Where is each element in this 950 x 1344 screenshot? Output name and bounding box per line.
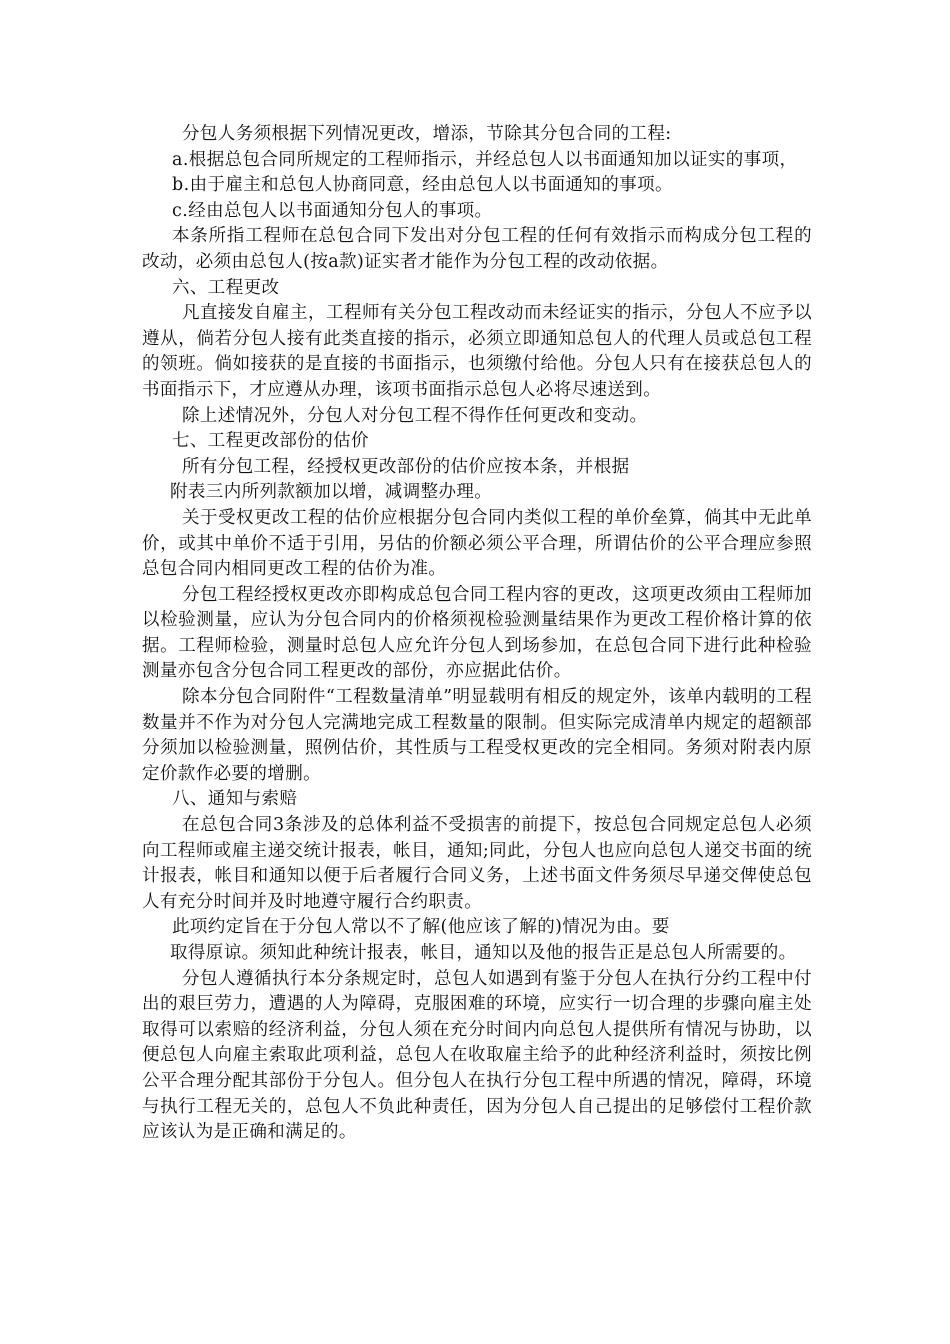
paragraph-item-a: a.根据总包合同所规定的工程师指示，并经总包人以书面通知加以证实的事项， [172,149,798,170]
paragraph-quantity-list: 除本分包合同附件“工程数量清单”明显载明有相反的规定外，该单内载明的工程数量并不作为对分包人完满地完成工程数量的限制。但实际完成清单内规定的超额部分须加以检验测量，照例估价，其性质与工程受权更改的完全相同。务须对附表内原定价款作必要的增删。 [142,687,812,784]
paragraph-valuation-basis: 所有分包工程，经授权更改部份的估价应按本条，并根据 [182,456,630,477]
paragraph-notices: 在总包合同3条涉及的总体利益不受损害的前提下，按总包合同规定总包人必须向工程师或雇主递交统计报表，帐目，通知;同此，分包人也应向总包人递交书面的统计报表，帐目和通知以便于后者履行合同义务，上述书面文件务须尽早递交俾使总包人有充分时间并及时地遵守履行合约职责。 [142,815,812,912]
paragraph-measurement: 分包工程经授权更改亦即构成总包合同工程内容的更改，这项更改须由工程师加以检验测量，应认为分包合同内的价格须视检验测量结果作为更改工程价格计算的依据。工程师检验，测量时总包人应允许分包人到场参加，在总包合同下进行此种检验测量亦包含分包合同工程更改的部份，亦应据此估价。 [142,584,812,682]
paragraph-claims: 分包人遵循执行本分条规定时，总包人如遇到有鉴于分包人在执行分约工程中付出的艰巨劳力，遭遇的人为障碍，克服困难的环境，应实行一切合理的步骤向雇主处取得可以索赔的经济利益，分包人须在充分时间内向总包人提供所有情况与协助，以便总包人向雇主索取此项利益，总包人在收取雇主给予的此种经济利益时，须按比例公平合理分配其部份于分包人。但分包人在执行分包工程中所遇的情况，障碍，环境与执行工程无关的，总包人不负此种责任，因为分包人自己提出的足够偿付工程价款应该认为是正确和满足的。 [142,968,812,1143]
section-heading-8: 八、通知与索赔 [172,789,298,810]
paragraph-unit-price: 关于受权更改工程的估价应根据分包合同内类似工程的单价垒算，倘其中无此单价，或其中单价不适于引用，另估的价额必须公平合理，所谓估价的公平合理应参照总包合同内相同更改工程的估价为准。 [142,507,812,580]
paragraph-schedule-three: 附表三内所列款额加以增，减调整办理。 [170,482,493,503]
paragraph-purpose: 此项约定旨在于分包人常以不了解(他应该了解的)情况为由。要 [172,917,670,938]
paragraph-item-b: b.由于雇主和总包人协商同意，经由总包人以书面通知的事项。 [172,175,673,196]
paragraph-direct-instruction: 凡直接发自雇主，工程师有关分包工程改动而未经证实的指示，分包人不应予以遵从，倘若分包人接有此类直接的指示，必须立即通知总包人的代理人员或总包工程的领班。倘如接获的是直接的书面指示，也须缴付给他。分包人只有在接获总包人的书面指示下，才应遵从办理，该项书面指示总包人必将尽速送到。 [142,303,812,400]
section-heading-6: 六、工程更改 [172,277,280,298]
paragraph-engineer-instruction: 本条所指工程师在总包合同下发出对分包工程的任何有效指示而构成分包工程的改动，必须由总包人(按a款)证实者才能作为分包工程的改动依据。 [142,226,812,272]
document-body [142,122,812,1146]
paragraph-no-change: 除上述情况外，分包人对分包工程不得作任何更改和变动。 [182,405,648,426]
paragraph-intro: 分包人务须根据下列情况更改，增添，节除其分包合同的工程: [182,124,672,144]
paragraph-item-c: c.经由总包人以书面通知分包人的事项。 [172,200,493,221]
section-heading-7: 七、工程更改部份的估价 [172,431,369,452]
paragraph-forgiveness: 取得原谅。须知此种统计报表，帐目，通知以及他的报告正是总包人所需要的。 [170,943,797,963]
